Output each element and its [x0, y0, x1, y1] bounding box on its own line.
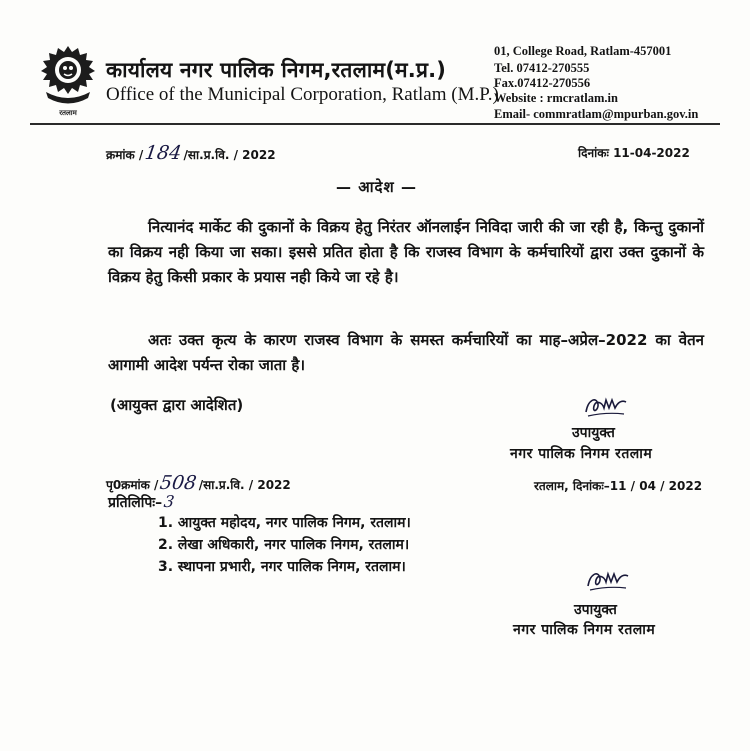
copy-count-handwritten: 3: [162, 492, 176, 511]
contact-website: Website : rmcratlam.in: [494, 91, 618, 105]
signature-1: [582, 392, 628, 422]
office-title-english: Office of the Municipal Corporation, Ratlam (M.P.): [106, 84, 499, 105]
order-ref-number-handwritten: 184: [143, 142, 184, 164]
signatory-office: नगर पालिक निगम रतलाम: [510, 446, 653, 462]
endorsement-ref-suffix: /सा.प्र.वि. / 2022: [198, 478, 291, 492]
order-paragraph-2: अतः उक्त कृत्य के कारण राजस्व विभाग के समस्त कर्मचारियों का माह–अप्रेल–2022 का वेतन आगामी आदेश पर्यन्त रोका जाता है।: [108, 331, 704, 374]
recipient-item: 3. स्थापना प्रभारी, नगर पालिक निगम, रतलाम।: [158, 559, 406, 575]
order-ref-suffix: /सा.प्र.वि. / 2022: [183, 148, 276, 162]
endorsement-reference: [106, 472, 291, 494]
order-ref-prefix: क्रमांक /: [106, 148, 144, 162]
recipient-item: 2. लेखा अधिकारी, नगर पालिक निगम, रतलाम।: [158, 537, 410, 553]
endorsement-signatory-designation: उपायुक्त: [574, 602, 617, 618]
signatory-designation: उपायुक्त: [572, 425, 615, 441]
endorsement-date: रतलाम, दिनांकः–11 / 04 / 2022: [534, 479, 703, 493]
endorsement-ref-number-handwritten: 508: [158, 472, 199, 494]
office-title-hindi: कार्यालय नगर पालिक निगम,रतलाम(म.प्र.): [106, 58, 447, 82]
ordered-by: (आयुक्त द्वारा आदेशित): [110, 396, 244, 414]
header-divider: [30, 123, 720, 125]
contact-fax: Fax.07412-270556: [494, 76, 591, 90]
seal-caption: रतलाम: [59, 109, 77, 117]
recipient-item: 1. आयुक्त महोदय, नगर पालिक निगम, रतलाम।: [158, 515, 411, 531]
signature-2: [584, 566, 630, 596]
order-reference: [106, 142, 276, 164]
contact-phone: Tel. 07412-270555: [494, 61, 590, 75]
copy-to-text: प्रतिलिपिः–: [108, 495, 163, 511]
order-heading: — आदेश —: [336, 178, 417, 196]
endorsement-ref-prefix: पृ0क्रमांक /: [106, 478, 159, 492]
order-paragraph-1: नित्यानंद मार्केट की दुकानों के विक्रय हेतु निरंतर ऑनलाईन निविदा जारी की जा रही है, किन्तु दुकानों का विक्रय नही किया जा सका। इससे प्रतित होता है कि राजस्व विभाग के कर्मचारियों द्वारा उक्त दुकानों के विक्रय हेतु किसी प्रकार के प्रयास नही किये जा रहे है।: [108, 218, 704, 286]
order-date: दिनांकः 11-04-2022: [578, 146, 690, 160]
contact-email: Email- commratlam@mpurban.gov.in: [494, 107, 699, 121]
municipal-seal-logo: [36, 42, 100, 118]
contact-address: 01, College Road, Ratlam-457001: [494, 44, 672, 58]
endorsement-signatory-office: नगर पालिक निगम रतलाम: [513, 622, 656, 638]
copy-to-label: [108, 492, 176, 512]
